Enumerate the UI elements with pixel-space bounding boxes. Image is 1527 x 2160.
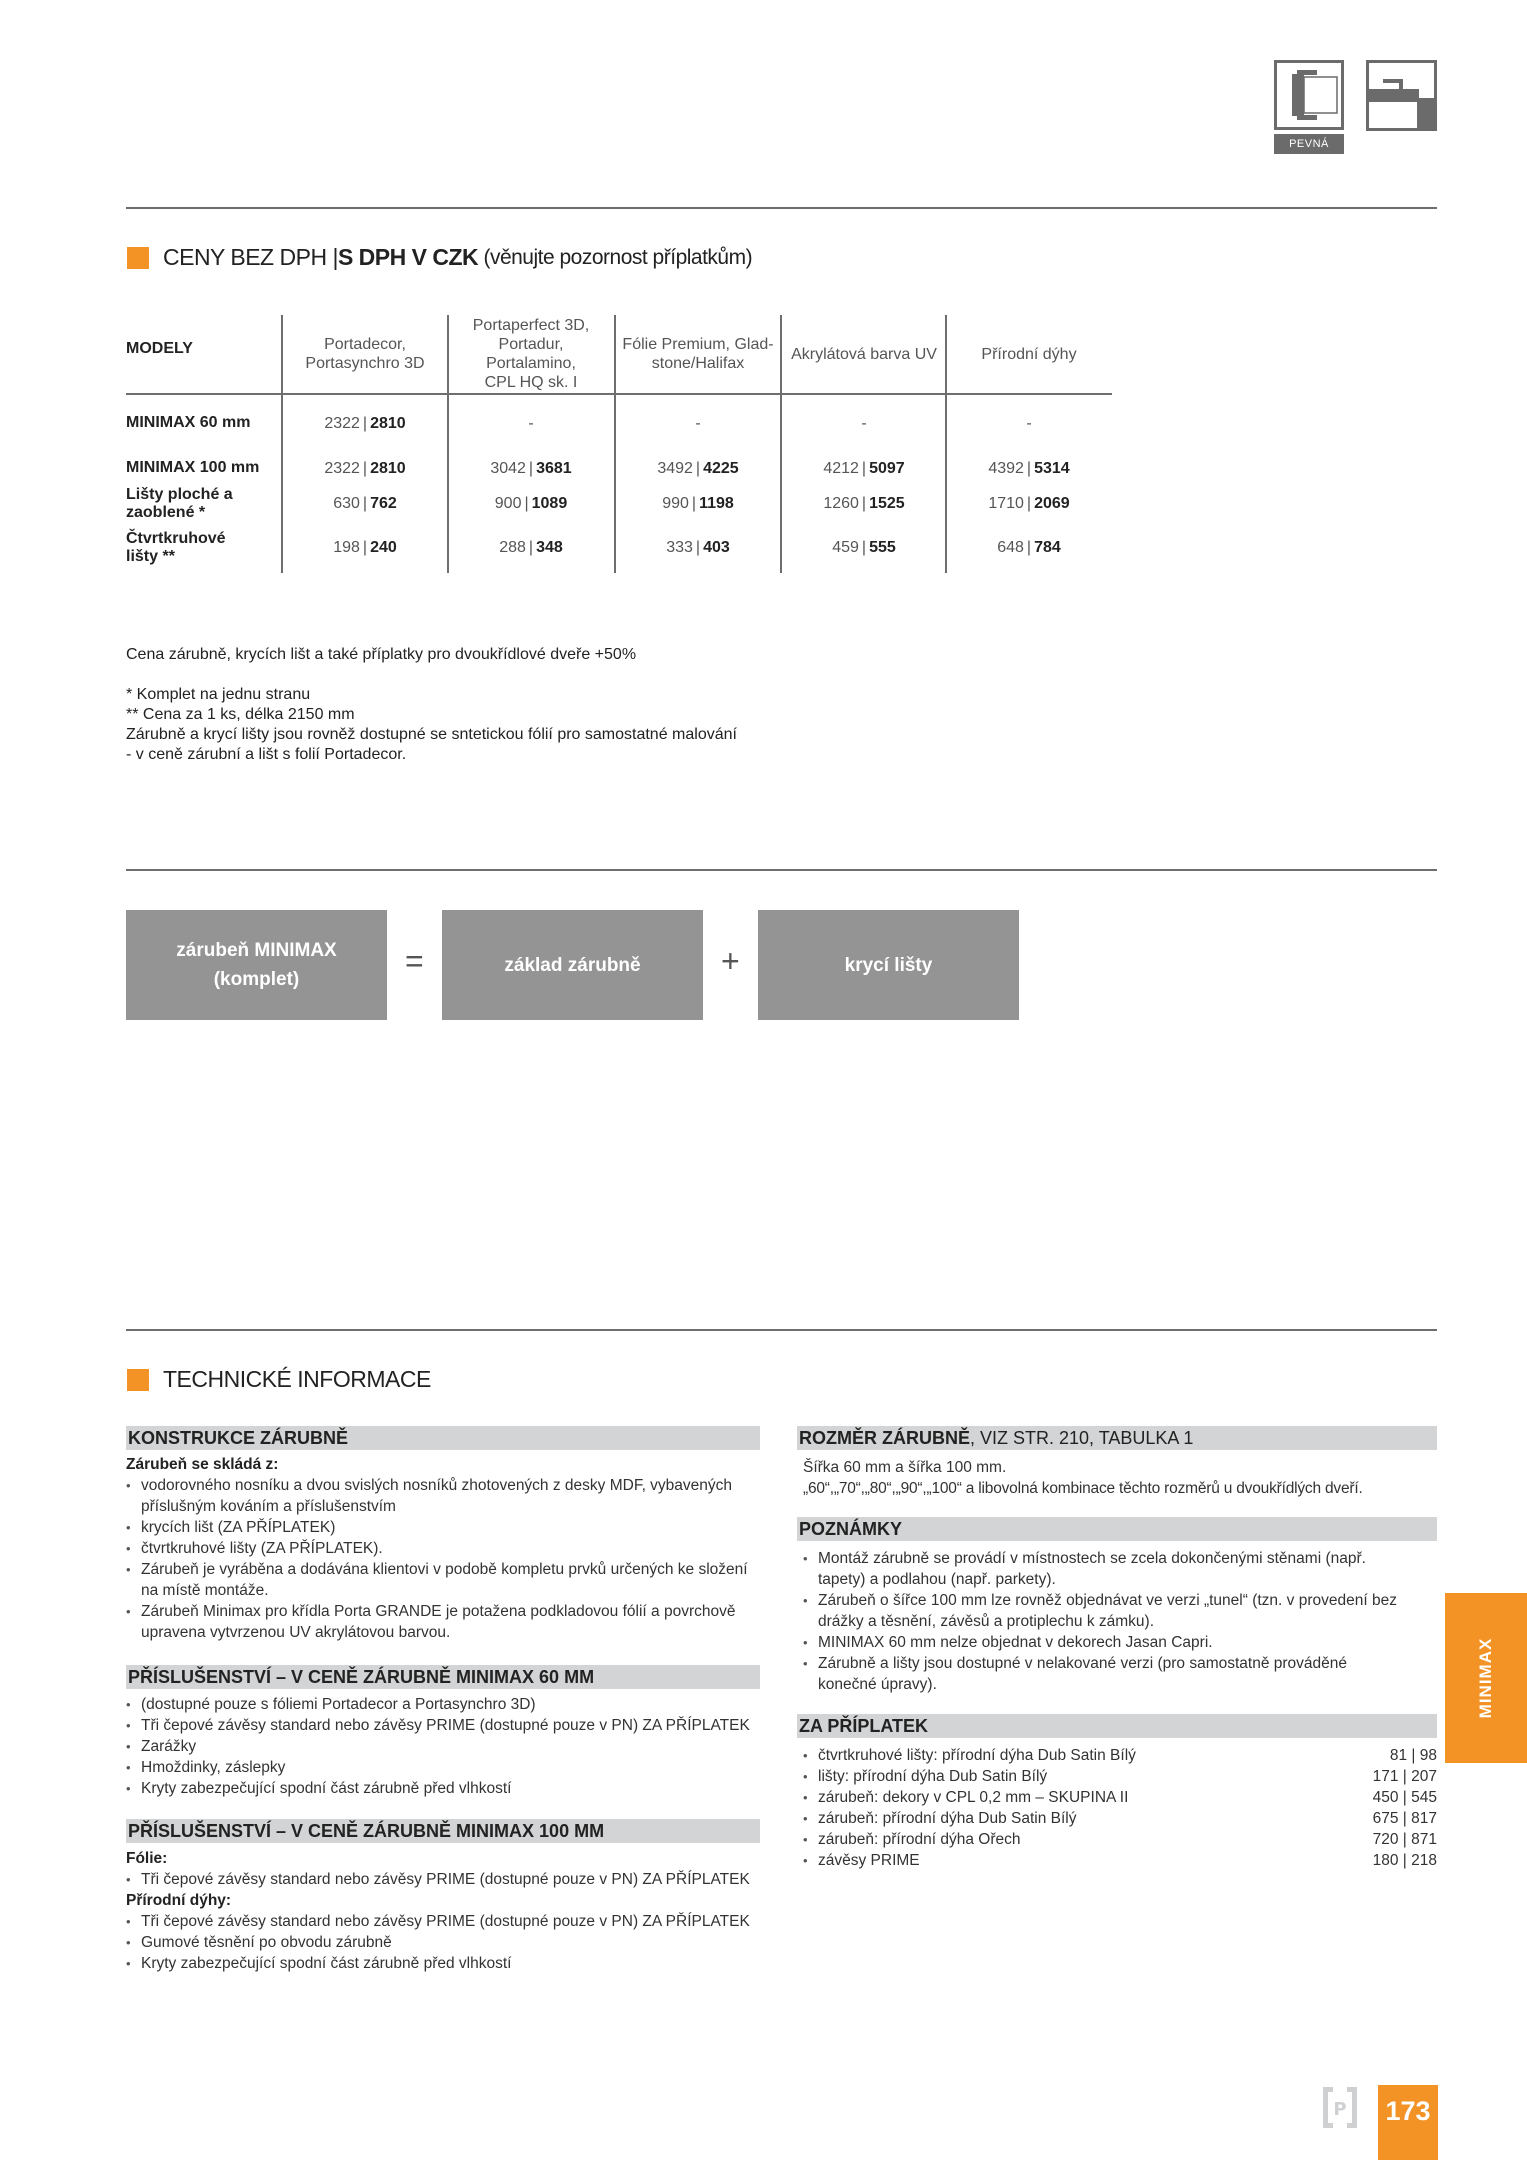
price-with-vat: 784 (1034, 539, 1061, 556)
price-without-vat: 333 (666, 539, 693, 556)
row-label-line: MINIMAX 60 mm (126, 414, 251, 431)
prislusenstvi-60-body (126, 1694, 760, 1799)
surcharge-price: 675 | 817 (1372, 1810, 1437, 1827)
table-cell (946, 460, 1112, 478)
formula-box-base-label: základ zárubně (504, 954, 641, 976)
list-item: • Tři čepové závěsy standard nebo závěsy PRIME (dostupné pouze v PN) ZA PŘÍPLATEK (126, 1869, 760, 1890)
table-cell (282, 415, 448, 433)
price-with-vat: 5097 (869, 460, 905, 477)
table-row-label (126, 486, 276, 522)
table-column-divider (780, 315, 782, 573)
divider (126, 207, 1437, 209)
price-with-vat: 1089 (531, 495, 568, 512)
surcharge-price: 180 | 218 (1372, 1852, 1437, 1869)
column-header-line: Fólie Premium, Glad- (622, 336, 774, 353)
surcharge-price: 171 | 207 (1372, 1768, 1437, 1785)
table-column-divider (945, 315, 947, 573)
table-column-header (282, 315, 448, 393)
surcharge-price: 81 | 98 (1389, 1747, 1437, 1764)
price-separator: | (695, 539, 701, 556)
priplatek-list (803, 1745, 1437, 1871)
price-without-vat: 1710 (988, 495, 1024, 512)
section-bar-prislusenstvi-100: PŘÍSLUŠENSTVÍ – V CENĚ ZÁRUBNĚ MINIMAX 100 MM (126, 1819, 760, 1843)
orange-square-icon (127, 247, 149, 269)
price-without-vat: 4392 (988, 460, 1024, 477)
price-separator: | (362, 539, 368, 556)
porta-logo-icon (1321, 2085, 1359, 2130)
surcharge-item (803, 1850, 1437, 1871)
price-separator: | (528, 539, 534, 556)
list-item: • Zárubeň Minimax pro křídla Porta GRANDE je potažena podkladovou fólií a povrchově upravena vytvrzenou UV akrylátovou barvou. (126, 1601, 760, 1643)
row-label-line: zaoblené * (126, 504, 206, 521)
price-separator: | (861, 460, 867, 477)
prices-title-regular: CENY BEZ DPH | (163, 244, 338, 270)
section-bar-rozmer (797, 1426, 1437, 1450)
price-without-vat: 2322 (324, 460, 360, 477)
table-cell (282, 495, 448, 513)
rozmer-line-2: „60“,„70“,„80“,„90“,„100“ a libovolná kombinace těchto rozměrů u dvoukřídlých dveří. (803, 1480, 1363, 1497)
price-without-vat: 990 (662, 495, 689, 512)
table-cell (282, 539, 448, 557)
table-header-models: MODELY (126, 340, 193, 357)
table-cell (946, 415, 1112, 433)
prices-title (127, 244, 752, 271)
table-cell (946, 539, 1112, 557)
price-with-vat: 5314 (1034, 460, 1070, 477)
price-without-vat: 459 (832, 539, 859, 556)
svg-text:P: P (1333, 2099, 1347, 2120)
surcharge-label: • zárubeň: dekory v CPL 0,2 mm – SKUPINA II (818, 1789, 1129, 1806)
konstrukce-list (126, 1475, 760, 1643)
section-side-tab (1445, 1593, 1527, 1763)
cell-empty-dash: - (528, 415, 534, 432)
list-item: • Gumové těsnění po obvodu zárubně (126, 1932, 760, 1953)
prices-title-note: (věnujte pozornost příplatkům) (478, 245, 753, 269)
row-label-line: Lišty ploché a (126, 486, 233, 503)
list-item: • MINIMAX 60 mm nelze objednat v dekorech Jasan Capri. (803, 1632, 1403, 1653)
list-item: • Zárubně a lišty jsou dostupné v nelakované verzi (pro samostatně prováděné konečné úpravy). (803, 1653, 1403, 1695)
price-with-vat: 2069 (1034, 495, 1070, 512)
price-with-vat: 3681 (536, 460, 572, 477)
list-item: • Zarážky (126, 1736, 760, 1757)
footnote-2: ** Cena za 1 ks, délka 2150 mm (126, 706, 355, 723)
price-separator: | (362, 460, 368, 477)
table-cell (448, 460, 614, 478)
list-item: • Zárubeň je vyráběna a dodávána klientovi v podobě kompletu prvků určených ke složení na místě montáže. (126, 1559, 760, 1601)
price-without-vat: 3492 (657, 460, 693, 477)
rozmer-line-1: Šířka 60 mm a šířka 100 mm. (803, 1459, 1007, 1476)
surcharge-label: • závěsy PRIME (818, 1852, 920, 1869)
price-separator: | (1026, 539, 1032, 556)
price-without-vat: 3042 (490, 460, 526, 477)
column-header-line: Portasynchro 3D (305, 355, 425, 372)
table-cell (615, 539, 781, 557)
cell-empty-dash: - (861, 415, 867, 432)
price-with-vat: 4225 (703, 460, 739, 477)
surcharge-label: • zárubeň: přírodní dýha Ořech (818, 1831, 1021, 1848)
price-with-vat: 240 (370, 539, 397, 556)
price-with-vat: 2810 (370, 460, 406, 477)
row-label-line: Čtvrtkruhové (126, 530, 226, 547)
wall-section-icon (1366, 60, 1437, 131)
list-item: • Zárubeň o šířce 100 mm lze rovněž objednávat ve verzi „tunel“ (tzn. v provedení bez drážky a těsnění, závěsů a protiplechu k zámku). (803, 1590, 1403, 1632)
price-separator: | (695, 460, 701, 477)
orange-square-icon (127, 1369, 149, 1391)
prislusenstvi-100-body (126, 1848, 760, 1974)
table-cell (282, 460, 448, 478)
table-column-divider (281, 315, 283, 573)
price-with-vat: 1525 (869, 495, 905, 512)
rozmer-heading-normal: , VIZ STR. 210, TABULKA 1 (970, 1428, 1194, 1448)
price-with-vat: 1198 (699, 495, 734, 512)
list-item: • vodorovného nosníku a dvou svislých nosníků zhotovených z desky MDF, vybavených příslušným kováním a příslušenstvím (126, 1475, 760, 1517)
footnote-1: * Komplet na jednu stranu (126, 686, 311, 703)
surcharge-label: • zárubeň: přírodní dýha Dub Satin Bílý (818, 1810, 1077, 1827)
price-separator: | (362, 415, 368, 432)
price-with-vat: 555 (869, 539, 896, 556)
table-cell (781, 495, 947, 513)
column-header-line: Akrylátová barva UV (791, 345, 937, 363)
surcharge-price: 720 | 871 (1372, 1831, 1437, 1848)
list-item: • Kryty zabezpečující spodní část zárubně před vlhkostí (126, 1953, 760, 1974)
table-row-label (126, 530, 276, 566)
table-cell (615, 415, 781, 433)
surcharge-item (803, 1787, 1437, 1808)
table-row-label (126, 414, 276, 432)
page-number: 173 (1378, 2085, 1438, 2160)
table-cell (615, 460, 781, 478)
column-header-line: CPL HQ sk. I (484, 374, 578, 391)
technical-title (127, 1366, 431, 1393)
row-label-line: MINIMAX 100 mm (126, 459, 260, 476)
price-with-vat: 762 (370, 495, 397, 512)
list-item: • (dostupné pouze s fóliemi Portadecor a Portasynchro 3D) (126, 1694, 760, 1715)
technical-title-text: TECHNICKÉ INFORMACE (163, 1366, 431, 1392)
list-item: • čtvrtkruhové lišty (ZA PŘÍPLATEK). (126, 1538, 760, 1559)
list-item: • Tři čepové závěsy standard nebo závěsy PRIME (dostupné pouze v PN) ZA PŘÍPLATEK (126, 1911, 760, 1932)
cell-empty-dash: - (695, 415, 701, 432)
column-header-line: Přírodní dýhy (981, 345, 1077, 363)
plus-sign: + (721, 943, 740, 979)
surcharge-item (803, 1745, 1437, 1766)
surcharge-item (803, 1808, 1437, 1829)
price-separator: | (524, 495, 529, 512)
price-with-vat: 2810 (370, 415, 406, 432)
prices-title-bold: S DPH V CZK (337, 244, 479, 270)
prislusenstvi-100-list-folie (126, 1869, 760, 1890)
table-cell (615, 495, 781, 513)
poznamky-body (803, 1548, 1403, 1695)
price-without-vat: 1260 (823, 495, 859, 512)
column-header-line: Portadecor, (324, 336, 406, 353)
cell-empty-dash: - (1026, 415, 1032, 432)
table-column-divider (614, 315, 616, 573)
table-header-divider (126, 393, 1112, 395)
price-without-vat: 648 (997, 539, 1024, 556)
formula-box-base (442, 910, 703, 1020)
list-item: • Kryty zabezpečující spodní část zárubně před vlhkostí (126, 1778, 760, 1799)
price-without-vat: 900 (494, 495, 522, 512)
prislusenstvi-100-sub-folie: Fólie: (126, 1850, 168, 1867)
formula-box-trims (758, 910, 1019, 1020)
list-item: • Montáž zárubně se provádí v místnostech se zcela dokončenými stěnami (např. tapety) a podlahou (např. parkety). (803, 1548, 1403, 1590)
surcharge-label: • lišty: přírodní dýha Dub Satin Bílý (818, 1768, 1048, 1785)
double-door-note: Cena zárubně, krycích lišt a také příplatky pro dvoukřídlové dveře +50% (126, 646, 637, 663)
table-row-label (126, 459, 276, 477)
formula-box-complete-line2: (komplet) (213, 969, 300, 990)
side-tab-label: MINIMAX (1476, 1637, 1495, 1719)
price-without-vat: 288 (499, 539, 526, 556)
formula-box-complete (126, 910, 387, 1020)
price-separator: | (691, 495, 697, 512)
price-separator: | (861, 539, 867, 556)
table-cell (781, 460, 947, 478)
section-bar-priplatek: ZA PŘÍPLATEK (797, 1714, 1437, 1738)
surcharge-price: 450 | 545 (1372, 1789, 1437, 1806)
price-separator: | (861, 495, 867, 512)
price-with-vat: 348 (536, 539, 563, 556)
table-column-divider (447, 315, 449, 573)
table-cell (448, 495, 614, 513)
formula-box-trims-label: krycí lišty (844, 954, 933, 976)
column-header-line: Portaperfect 3D, (472, 317, 590, 334)
column-header-line: Portalamino, (486, 355, 576, 372)
price-separator: | (362, 495, 368, 512)
price-with-vat: 403 (703, 539, 730, 556)
formula-box-complete-line1: zárubeň MINIMAX (176, 940, 337, 961)
row-label-line: lišty ** (126, 548, 175, 565)
surcharge-item (803, 1829, 1437, 1850)
table-column-header (781, 315, 947, 393)
equals-sign: = (405, 943, 424, 979)
table-cell (946, 495, 1112, 513)
price-without-vat: 630 (333, 495, 360, 512)
konstrukce-body (126, 1454, 760, 1643)
prislusenstvi-100-list-dyhy (126, 1911, 760, 1974)
column-header-line: Portadur, (498, 336, 564, 353)
price-without-vat: 2322 (324, 415, 360, 432)
section-bar-poznamky: POZNÁMKY (797, 1517, 1437, 1541)
price-separator: | (528, 460, 534, 477)
price-separator: | (1026, 495, 1032, 512)
column-header-line: stone/Halifax (651, 355, 745, 372)
price-without-vat: 198 (333, 539, 360, 556)
rozmer-body (803, 1457, 1437, 1499)
divider (126, 1329, 1437, 1331)
list-item: • krycích lišt (ZA PŘÍPLATEK) (126, 1517, 760, 1538)
table-cell (781, 539, 947, 557)
rozmer-heading-bold: ROZMĚR ZÁRUBNĚ (799, 1428, 970, 1448)
footnote-3: Zárubně a krycí lišty jsou rovněž dostupné se sntetickou fólií pro samostatné malování (126, 726, 737, 743)
footnote-4: - v ceně zárubní a lišt s folií Portadecor. (126, 746, 407, 763)
konstrukce-subheading: Zárubeň se skládá z: (126, 1456, 279, 1473)
surcharge-item (803, 1766, 1437, 1787)
divider (126, 869, 1437, 871)
table-column-header (615, 315, 781, 393)
table-column-header (946, 315, 1112, 393)
fixed-frame-icon (1274, 60, 1344, 130)
section-bar-prislusenstvi-60: PŘÍSLUŠENSTVÍ – V CENĚ ZÁRUBNĚ MINIMAX 60 MM (126, 1665, 760, 1689)
mount-type-label: PEVNÁ (1274, 134, 1344, 154)
price-separator: | (1026, 460, 1032, 477)
surcharge-label: • čtvrtkruhové lišty: přírodní dýha Dub Satin Bílý (818, 1747, 1136, 1764)
prislusenstvi-100-sub-dyhy: Přírodní dýhy: (126, 1892, 232, 1909)
priplatek-body (803, 1745, 1437, 1871)
prislusenstvi-60-list (126, 1694, 760, 1799)
table-cell (781, 415, 947, 433)
table-cell (448, 539, 614, 557)
section-bar-konstrukce: KONSTRUKCE ZÁRUBNĚ (126, 1426, 760, 1450)
table-column-header (448, 315, 614, 393)
price-without-vat: 4212 (823, 460, 859, 477)
list-item: • Hmoždinky, záslepky (126, 1757, 760, 1778)
poznamky-list (803, 1548, 1403, 1695)
table-cell (448, 415, 614, 433)
list-item: • Tři čepové závěsy standard nebo závěsy PRIME (dostupné pouze v PN) ZA PŘÍPLATEK (126, 1715, 760, 1736)
